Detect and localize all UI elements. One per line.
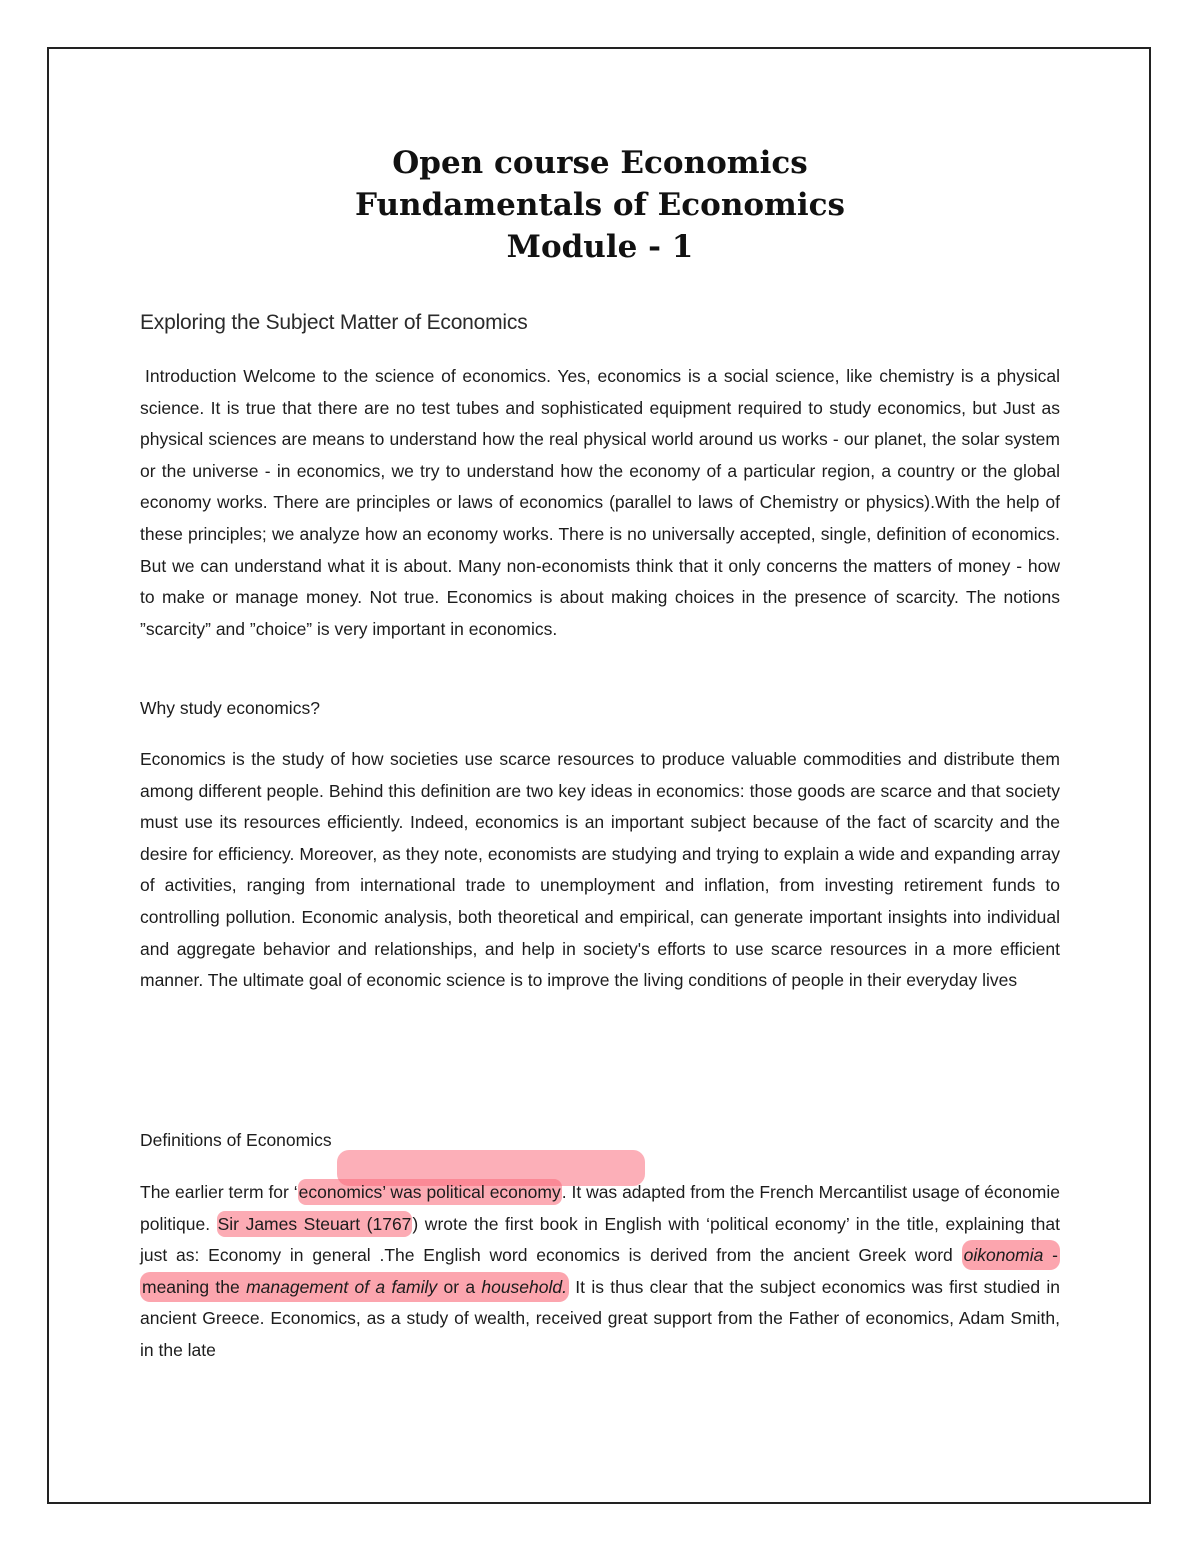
title-line-2: Fundamentals of Economics [355, 187, 845, 223]
highlight-text: or a [437, 1276, 482, 1297]
highlight-political-economy: economics’ was political economy [298, 1179, 562, 1205]
definitions-paragraph [140, 1177, 1060, 1367]
definitions-text: The earlier term for ‘ [140, 1182, 298, 1202]
section-heading: Exploring the Subject Matter of Economics [140, 311, 528, 334]
document-title [0, 142, 1200, 268]
definitions-text: ) wrote the first book in English with ‘political economy’ in the title, explaining that just as: Economy in general .The English word economics is derived from the ancient Greek word [140, 1213, 1060, 1266]
why-study-paragraph: Economics is the study of how societies use scarce resources to produce valuable commodities and distribute them among different people. Behind this definition are two key ideas in economics: those goods are scarce and that society must use its resources efficiently. Indeed, economics is an important subject because of the fact of scarcity and the desire for efficiency. Moreover, as they note, economists are studying and trying to explain a wide and expanding array of activities, ranging from international trade to unemployment and inflation, from investing retirement funds to controlling pollution. Economic analysis, both theoretical and empirical, can generate important insights into individual and aggregate behavior and relationships, and help in society's efforts to use scarce resources in a more efficient manner. The ultimate goal of economic science is to improve the living conditions of people in their everyday lives [140, 749, 1060, 991]
title-line-3: Module - 1 [506, 229, 694, 265]
why-study-heading: Why study economics? [140, 698, 320, 718]
title-line-1: Open course Economics [392, 145, 808, 181]
definitions-text: . It was adapted from the French Mercantilist usage of économie politique. [140, 1182, 1060, 1234]
highlight-steuart: Sir James Steuart (1767 [217, 1211, 413, 1237]
oikonomia-term: oikonomia [963, 1245, 1044, 1266]
management-term: management of a family [246, 1276, 438, 1297]
definitions-text: It is thus clear that the subject economics was first studied in ancient Greece. Economics, as a study of wealth, received great support from the Father of economics, Adam Smith, in the late [140, 1276, 1060, 1360]
household-term: household. [481, 1276, 567, 1297]
intro-paragraph: Introduction Welcome to the science of economics. Yes, economics is a social science, like chemistry is a physical science. It is true that there are no test tubes and sophisticated equipment required to study economics, but Just as physical sciences are means to understand how the real physical world around us works - our planet, the solar system or the universe - in economics, we try to understand how the economy of a particular region, a country or the global economy works. There are principles or laws of economics (parallel to laws of Chemistry or physics).With the help of these principles; we analyze how an economy works. There is no universally accepted, single, definition of economics. But we can understand what it is about. Many non-economists think that it only concerns the matters of money - how to make or manage money. Not true. Economics is about making choices in the presence of scarcity. The notions ”scarcity” and ”choice” is very important in economics. [140, 366, 1060, 639]
highlight-text: - meaning the [142, 1245, 1058, 1297]
definitions-heading: Definitions of Economics [140, 1130, 332, 1150]
